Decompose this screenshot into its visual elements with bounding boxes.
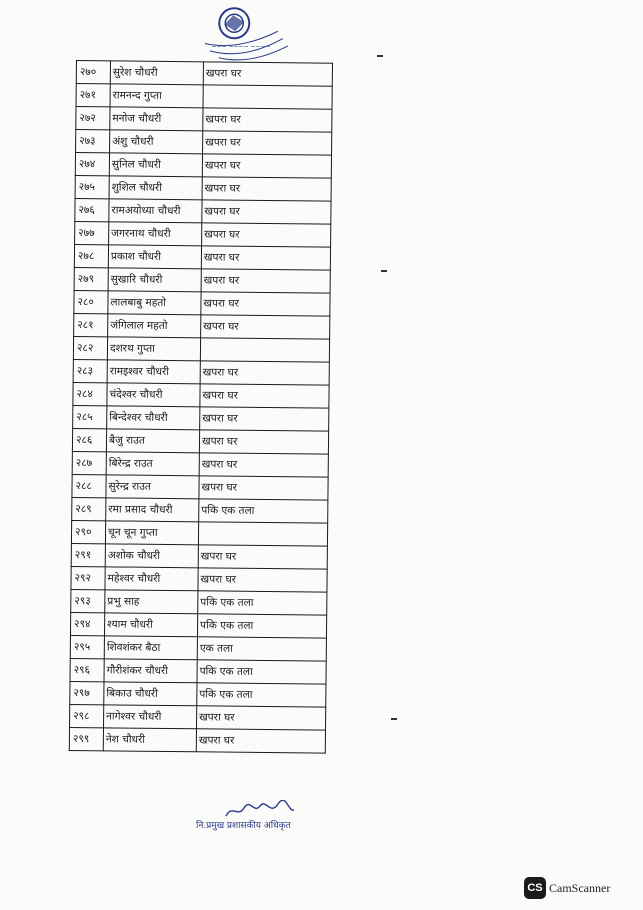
table-row: [73, 405, 329, 431]
person-name-cell: जंगिलाल महतो: [108, 314, 201, 338]
house-type-cell: [198, 522, 327, 546]
house-type-cell: पकि एक तला: [197, 614, 326, 638]
serial-number-cell: २७३: [76, 130, 110, 153]
household-records-table: [69, 60, 333, 754]
person-name-cell: सुरेश चौधरी: [110, 61, 203, 85]
person-name-cell: रमा प्रसाद चौधरी: [106, 498, 199, 522]
person-name-cell: शिवशंकर बैठा: [104, 636, 197, 660]
records-body: [69, 61, 332, 754]
table-row: [72, 497, 328, 523]
house-type-cell: खपरा घर: [203, 108, 332, 132]
table-row: [72, 451, 328, 477]
person-name-cell: नागेश्वर चौधरी: [104, 705, 197, 729]
serial-number-cell: २७०: [76, 61, 110, 84]
person-name-cell: रामअयोध्या चौधरी: [109, 199, 202, 223]
table-row: [74, 244, 330, 270]
house-type-cell: खपरा घर: [196, 729, 325, 753]
house-type-cell: पकि एक तला: [198, 591, 327, 615]
person-name-cell: अंशु चौधरी: [110, 130, 203, 154]
serial-number-cell: २७२: [76, 107, 110, 130]
person-name-cell: प्रभु साह: [105, 590, 198, 614]
table-row: [71, 520, 327, 546]
table-row: [72, 474, 328, 500]
house-type-cell: खपरा घर: [203, 62, 332, 86]
serial-number-cell: २९८: [70, 704, 104, 727]
serial-number-cell: २७६: [75, 198, 109, 221]
house-type-cell: खपरा घर: [202, 200, 331, 224]
serial-number-cell: २७१: [76, 84, 110, 107]
scan-artifact-mark: [391, 718, 397, 720]
person-name-cell: रामनन्द गुप्ता: [110, 84, 203, 108]
person-name-cell: सुरेन्द्र राउत: [106, 475, 199, 499]
person-name-cell: जगरनाथ चौधरी: [109, 222, 202, 246]
house-type-cell: खपरा घर: [198, 545, 327, 569]
house-type-cell: [203, 85, 332, 109]
serial-number-cell: २९४: [70, 612, 104, 635]
person-name-cell: चंदेश्वर चौधरी: [107, 383, 200, 407]
serial-number-cell: २८२: [73, 336, 107, 359]
table-row: [76, 130, 332, 156]
camscanner-watermark: [524, 877, 610, 899]
serial-number-cell: २७५: [75, 175, 109, 198]
serial-number-cell: २८६: [72, 428, 106, 451]
house-type-cell: खपरा घर: [199, 453, 328, 477]
table-row: [74, 267, 330, 293]
scan-artifact-mark: [377, 55, 383, 57]
serial-number-cell: २९६: [70, 658, 104, 681]
house-type-cell: पकि एक तला: [199, 499, 328, 523]
person-name-cell: श्याम चौधरी: [104, 613, 197, 637]
table-row: [70, 635, 326, 661]
person-name-cell: लालबाबु महतो: [108, 291, 201, 315]
person-name-cell: सुनिल चौधरी: [109, 153, 202, 177]
person-name-cell: बैजु राउत: [106, 429, 199, 453]
person-name-cell: रामइश्वर चौधरी: [107, 360, 200, 384]
serial-number-cell: २८७: [72, 451, 106, 474]
house-type-cell: पकि एक तला: [197, 660, 326, 684]
serial-number-cell: २९९: [69, 727, 103, 750]
table-row: [73, 382, 329, 408]
house-type-cell: खपरा घर: [199, 430, 328, 454]
person-name-cell: बिरेन्द्र राउत: [106, 452, 199, 476]
house-type-cell: खपरा घर: [201, 292, 330, 316]
person-name-cell: शुशिल चौधरी: [109, 176, 202, 200]
serial-number-cell: २८५: [73, 405, 107, 428]
table-row: [69, 727, 325, 753]
serial-number-cell: २७७: [75, 221, 109, 244]
table-row: [76, 107, 332, 133]
serial-number-cell: २९७: [70, 681, 104, 704]
table-row: [73, 359, 329, 385]
house-type-cell: [200, 338, 329, 362]
serial-number-cell: २९१: [71, 543, 105, 566]
table-row: [70, 704, 326, 730]
table-row: [71, 589, 327, 615]
house-type-cell: खपरा घर: [201, 269, 330, 293]
table-row: [75, 198, 331, 224]
serial-number-cell: २९३: [71, 589, 105, 612]
table-row: [72, 428, 328, 454]
person-name-cell: मनोज चौधरी: [110, 107, 203, 131]
serial-number-cell: २७४: [75, 153, 109, 176]
person-name-cell: सुखारि चौधरी: [108, 268, 201, 292]
table-row: [71, 543, 327, 569]
camscanner-brand: CamScanner: [549, 880, 611, 895]
table-row: [75, 175, 331, 201]
table-row: [70, 658, 326, 684]
house-type-cell: खपरा घर: [202, 223, 331, 247]
house-type-cell: खपरा घर: [198, 568, 327, 592]
house-type-cell: एक तला: [197, 637, 326, 661]
signature-title: नि.प्रमुख प्रशासकीय अधिकृत: [196, 821, 291, 831]
house-type-cell: खपरा घर: [201, 246, 330, 270]
serial-number-cell: २८३: [73, 359, 107, 382]
serial-number-cell: २८९: [72, 497, 106, 520]
serial-number-cell: २७८: [74, 244, 108, 267]
person-name-cell: बिकाउ चौधरी: [104, 682, 197, 706]
person-name-cell: प्रकाश चौधरी: [108, 245, 201, 269]
house-type-cell: खपरा घर: [203, 131, 332, 155]
table-row: [76, 84, 332, 110]
table-row: [75, 221, 331, 247]
officer-signature: [196, 800, 316, 840]
svg-text:~~~ ~~~~ ~~~~: ~~~ ~~~~ ~~~~: [211, 43, 271, 51]
serial-number-cell: २९२: [71, 566, 105, 589]
serial-number-cell: २८८: [72, 474, 106, 497]
table-row: [74, 290, 330, 316]
person-name-cell: चून चून गुप्ता: [105, 521, 198, 545]
house-type-cell: खपरा घर: [202, 177, 331, 201]
serial-number-cell: २८१: [74, 313, 108, 336]
person-name-cell: दशरथ गुप्ता: [107, 337, 200, 361]
house-type-cell: खपरा घर: [200, 361, 329, 385]
table-row: [74, 313, 330, 339]
person-name-cell: गौरीशंकर चौधरी: [104, 659, 197, 683]
person-name-cell: नेश चौधरी: [103, 728, 196, 752]
person-name-cell: महेश्वर चौधरी: [105, 567, 198, 591]
table-row: [76, 61, 332, 87]
table-row: [75, 153, 331, 179]
house-type-cell: खपरा घर: [197, 706, 326, 730]
person-name-cell: अशोक चौधरी: [105, 544, 198, 568]
table-row: [73, 336, 329, 362]
scan-artifact-mark: [381, 270, 387, 272]
table-row: [71, 566, 327, 592]
house-type-cell: खपरा घर: [201, 315, 330, 339]
house-type-cell: खपरा घर: [199, 476, 328, 500]
table-row: [70, 681, 326, 707]
house-type-cell: खपरा घर: [200, 407, 329, 431]
serial-number-cell: २७९: [74, 267, 108, 290]
table-row: [70, 612, 326, 638]
camscanner-logo-icon: CS: [524, 877, 546, 899]
house-type-cell: खपरा घर: [202, 154, 331, 178]
serial-number-cell: २९५: [70, 635, 104, 658]
serial-number-cell: २८०: [74, 290, 108, 313]
house-type-cell: खपरा घर: [200, 384, 329, 408]
serial-number-cell: २९०: [71, 520, 105, 543]
house-type-cell: पकि एक तला: [197, 683, 326, 707]
serial-number-cell: २८४: [73, 382, 107, 405]
person-name-cell: बिन्देश्वर चौधरी: [107, 406, 200, 430]
